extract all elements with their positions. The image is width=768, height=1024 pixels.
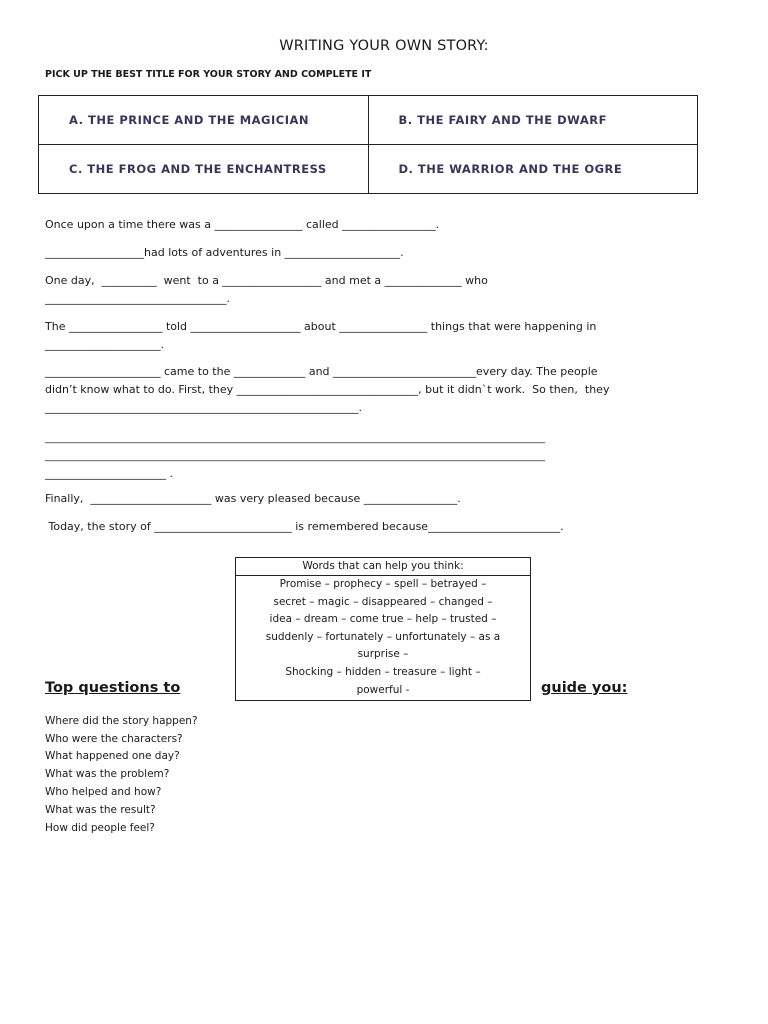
question-item: What was the result? [45,804,156,816]
question-item: How did people feel? [45,822,155,834]
story-line: Today, the story of _________________________ is remembered because________________________. [45,520,564,533]
title-option-d: D. THE WARRIOR AND THE OGRE [368,145,698,194]
question-item: Who were the characters? [45,733,183,745]
story-line: ______________________ . [45,467,173,480]
story-line: ____________________________________________________________________________________________________ [45,451,545,462]
title-option-c: C. THE FROG AND THE ENCHANTRESS [39,145,369,194]
helper-words-line: powerful - [356,683,410,696]
worksheet-instruction: PICK UP THE BEST TITLE FOR YOUR STORY AND COMPLETE IT [45,69,372,80]
story-line: _____________________. [45,338,164,351]
title-option-a: A. THE PRINCE AND THE MAGICIAN [39,96,369,145]
story-line: didn’t know what to do. First, they _________________________________, but it didn`t work. So then, they [45,383,610,396]
helper-words-heading: Words that can help you think: [236,558,530,576]
helper-words-box [235,557,531,701]
question-item: Who helped and how? [45,786,162,798]
question-item: What happened one day? [45,750,180,762]
top-questions-heading-right: guide you: [541,680,628,696]
helper-words-line: suddenly – fortunately – unfortunately – as a [265,630,501,643]
story-line: ____________________________________________________________________________________________________ [45,433,545,444]
story-line: _________________________________________________________. [45,401,362,414]
question-item: What was the problem? [45,768,170,780]
story-line: Once upon a time there was a ________________ called _________________. [45,218,440,231]
helper-words-line: idea – dream – come true – help – trusted – [269,613,497,626]
helper-words-line: surprise – [357,648,409,661]
helper-words-line: Shocking – hidden – treasure – light – [285,665,481,678]
helper-words-line: secret – magic – disappeared – changed – [273,595,493,608]
question-item: Where did the story happen? [45,715,198,727]
helper-words-line: Promise – prophecy – spell – betrayed – [279,578,487,590]
story-line: Finally, ______________________ was very pleased because _________________. [45,492,461,505]
worksheet-title: WRITING YOUR OWN STORY: [279,38,489,54]
title-options-table [38,95,698,194]
story-line: __________________had lots of adventures in _____________________. [45,246,404,259]
story-line: _____________________ came to the _____________ and __________________________every day. The people [45,365,598,378]
top-questions-heading-left: Top questions to [45,680,181,696]
story-line: One day, __________ went to a __________________ and met a ______________ who [45,274,488,287]
title-option-b: B. THE FAIRY AND THE DWARF [368,96,698,145]
story-line: _________________________________. [45,292,230,305]
story-line: The _________________ told ____________________ about ________________ things that were happening in [45,320,597,333]
